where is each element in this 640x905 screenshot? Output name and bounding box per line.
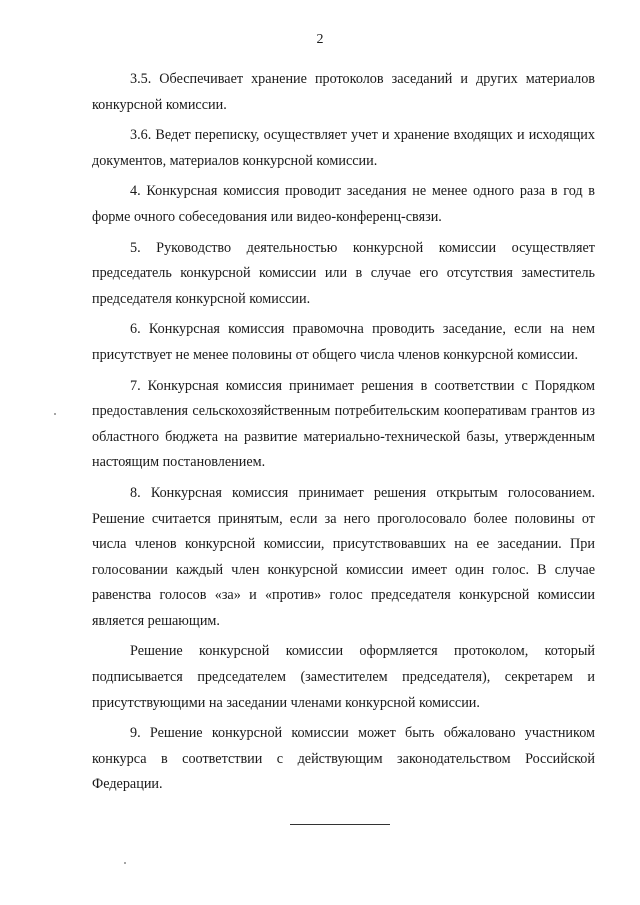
paragraph-6: 6. Конкурсная комиссия правомочна проводить заседание, если на нем присутствует не менее половины от общего числа членов конкурсной комиссии. [92, 321, 595, 363]
paragraph-3-5: 3.5. Обеспечивает хранение протоколов заседаний и других материалов конкурсной комиссии. [92, 71, 595, 113]
page-number: 2 [316, 32, 324, 47]
document-body [92, 67, 595, 803]
paragraph-8-decision: Решение конкурсной комиссии оформляется протоколом, который подписывается председателем (заместителем председателя), секретарем и присутствующими на заседании членами конкурсной комиссии. [92, 643, 595, 711]
paragraph-9: 9. Решение конкурсной комиссии может быть обжаловано участником конкурса в соответствии с действующим законодательством Российской Федерации. [92, 725, 595, 793]
paragraph-8: 8. Конкурсная комиссия принимает решения открытым голосованием. Решение считается принятым, если за него проголосовало более половины от числа членов конкурсной комиссии, присутствовавших на ее заседании. При голосовании каждый член конкурсной комиссии имеет один голос. В случае равенства голосов «за» и «против» голос председателя конкурсной комиссии является решающим. [92, 484, 595, 629]
closing-divider [290, 824, 390, 825]
paragraph-5: 5. Руководство деятельностью конкурсной комиссии осуществляет председатель конкурсной комиссии или в случае его отсутствия заместитель председателя конкурсной комиссии. [92, 239, 595, 307]
scan-speck [54, 413, 56, 415]
paragraph-7: 7. Конкурсная комиссия принимает решения в соответствии с Порядком предоставления сельскохозяйственным потребительским кооперативам грантов из областного бюджета на развитие материально-технической базы, утвержденным настоящим постановлением. [92, 377, 595, 471]
paragraph-3-6: 3.6. Ведет переписку, осуществляет учет и хранение входящих и исходящих документов, материалов конкурсной комиссии. [92, 127, 595, 169]
scan-speck [124, 862, 126, 864]
paragraph-4: 4. Конкурсная комиссия проводит заседания не менее одного раза в год в форме очного собеседования или видео-конференц-связи. [92, 183, 595, 225]
